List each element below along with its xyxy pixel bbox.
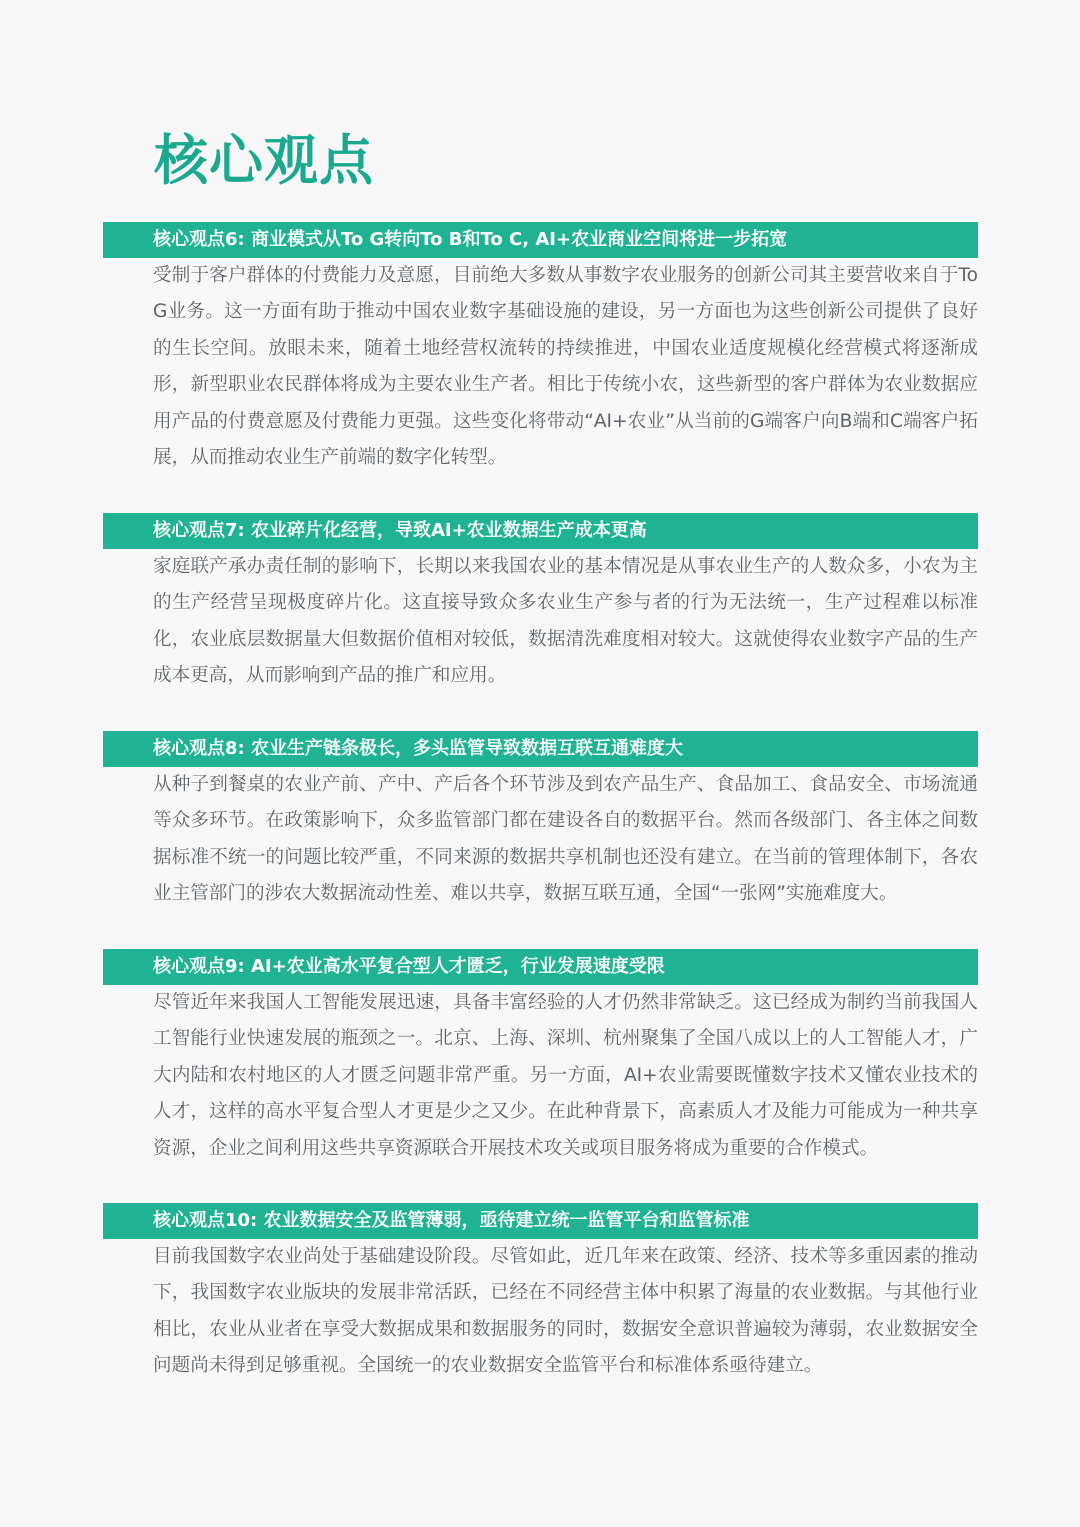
key-point-heading: 核心观点6: 商业模式从To G转向To B和To C, AI+农业商业空间将进一步拓宽: [103, 222, 978, 258]
key-point-heading: 核心观点8: 农业生产链条极长，多头监管导致数据互联互通难度大: [103, 731, 978, 767]
page-title: 核心观点: [154, 129, 374, 192]
key-point-section-7: [103, 513, 978, 695]
key-point-body: 受制于客户群体的付费能力及意愿，目前绝大多数从事数字农业服务的创新公司其主要营收来自于To G业务。这一方面有助于推动中国农业数字基础设施的建设，另一方面也为这些创新公司提供了良好的生长空间。放眼未来，随着土地经营权流转的持续推进，中国农业适度规模化经营模式将逐渐成形，新型职业农民群体将成为主要农业生产者。相比于传统小农，这些新型的客户群体为农业数据应用产品的付费意愿及付费能力更强。这些变化将带动“AI+农业”从当前的G端客户向B端和C端客户拓展，从而推动农业生产前端的数字化转型。: [153, 265, 978, 469]
key-point-section-8: [103, 731, 978, 913]
key-point-heading: 核心观点9: AI+农业高水平复合型人才匮乏，行业发展速度受限: [103, 949, 978, 985]
key-point-body: 从种子到餐桌的农业产前、产中、产后各个环节涉及到农产品生产、食品加工、食品安全、市场流通等众多环节。在政策影响下，众多监管部门都在建设各自的数据平台。然而各级部门、各主体之间数据标准不统一的问题比较严重，不同来源的数据共享机制也还没有建立。在当前的管理体制下，各农业主管部门的涉农大数据流动性差、难以共享，数据互联互通，全国“一张网”实施难度大。: [153, 774, 978, 905]
key-point-heading: 核心观点10: 农业数据安全及监管薄弱，亟待建立统一监管平台和监管标准: [103, 1203, 978, 1239]
key-point-body: 尽管近年来我国人工智能发展迅速，具备丰富经验的人才仍然非常缺乏。这已经成为制约当前我国人工智能行业快速发展的瓶颈之一。北京、上海、深圳、杭州聚集了全国八成以上的人工智能人才，广大内陆和农村地区的人才匮乏问题非常严重。另一方面，AI+农业需要既懂数字技术又懂农业技术的人才，这样的高水平复合型人才更是少之又少。在此种背景下，高素质人才及能力可能成为一种共享资源，企业之间利用这些共享资源联合开展技术攻关或项目服务将成为重要的合作模式。: [153, 992, 978, 1159]
key-point-heading: 核心观点7: 农业碎片化经营，导致AI+农业数据生产成本更高: [103, 513, 978, 549]
key-point-body: 目前我国数字农业尚处于基础建设阶段。尽管如此，近几年来在政策、经济、技术等多重因素的推动下，我国数字农业版块的发展非常活跃，已经在不同经营主体中积累了海量的农业数据。与其他行业相比，农业从业者在享受大数据成果和数据服务的同时，数据安全意识普遍较为薄弱，农业数据安全问题尚未得到足够重视。全国统一的农业数据安全监管平台和标准体系亟待建立。: [153, 1246, 978, 1377]
key-point-section-6: [103, 222, 978, 476]
key-point-body: 家庭联产承办责任制的影响下，长期以来我国农业的基本情况是从事农业生产的人数众多，小农为主的生产经营呈现极度碎片化。这直接导致众多农业生产参与者的行为无法统一，生产过程难以标准化，农业底层数据量大但数据价值相对较低，数据清洗难度相对较大。这就使得农业数字产品的生产成本更高，从而影响到产品的推广和应用。: [153, 556, 978, 687]
key-point-section-10: [103, 1203, 978, 1385]
key-point-section-9: [103, 949, 978, 1167]
